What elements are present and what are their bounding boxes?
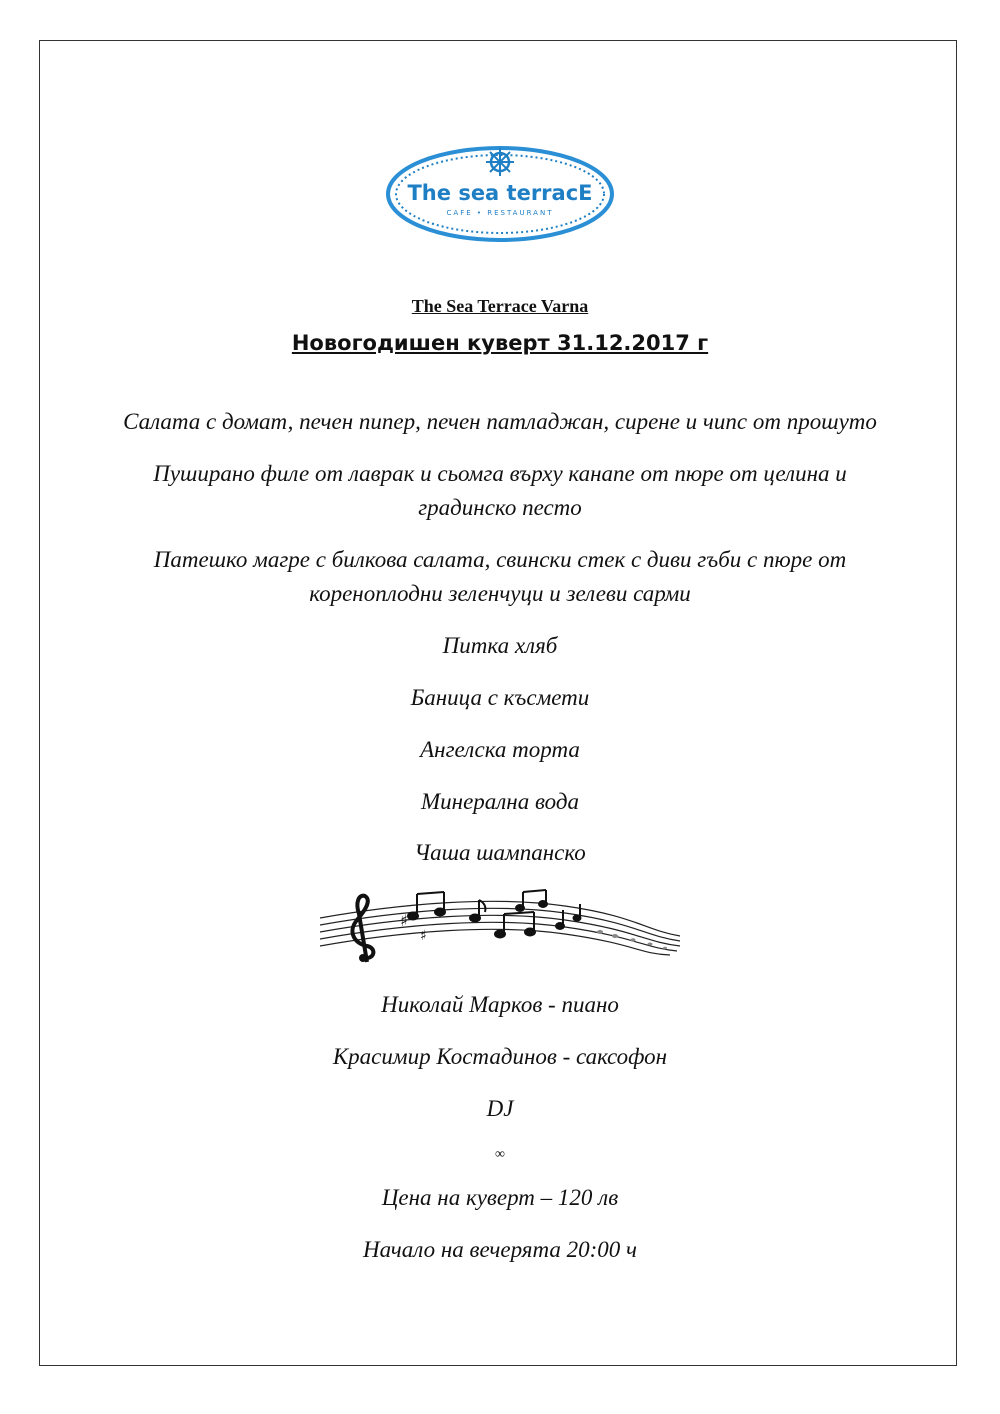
menu-item-water: Минерална вода (421, 789, 579, 814)
svg-text:♯: ♯ (400, 911, 408, 930)
performer-piano: Николай Марков - пиано (381, 992, 619, 1017)
menu-title: Новогодишен куверт 31.12.2017 г (291, 331, 709, 355)
svg-text:CAFE • RESTAURANT: CAFE • RESTAURANT (446, 209, 554, 217)
price-line: Цена на куверт – 120 лв (381, 1185, 619, 1210)
sea-terrace-logo (385, 142, 615, 242)
menu-item-champagne: Чаша шампанско (414, 840, 586, 865)
performer-dj: DJ (486, 1096, 514, 1121)
menu-item-fish: Пуширано филе от лаврак и сьомга върху канапе от пюре от целина и градинско песто (153, 461, 847, 520)
music-notes-icon (315, 888, 685, 968)
svg-text:The sea terracE: The sea terracE (407, 181, 593, 205)
menu-item-salad: Салата с домат, печен пипер, печен патладжан, сирене и чипс от прошуто (123, 409, 877, 434)
menu-item-banitsa: Баница с късмети (410, 685, 590, 710)
start-time-line: Начало на вечерята 20:00 ч (363, 1237, 637, 1262)
separator: ∞ (495, 1147, 505, 1162)
venue-name: The Sea Terrace Varna (411, 296, 589, 316)
menu-item-duck: Патешко магре с билкова салата, свински стек с диви гъби с пюре от кореноплодни зеленчуци и зелеви сарми (153, 547, 847, 606)
svg-text:♯: ♯ (420, 928, 427, 944)
ship-wheel-icon (486, 148, 514, 176)
menu-item-cake: Ангелска торта (420, 737, 580, 762)
performer-sax: Красимир Костадинов - саксофон (332, 1044, 668, 1069)
menu-item-bread: Питка хляб (442, 633, 558, 658)
